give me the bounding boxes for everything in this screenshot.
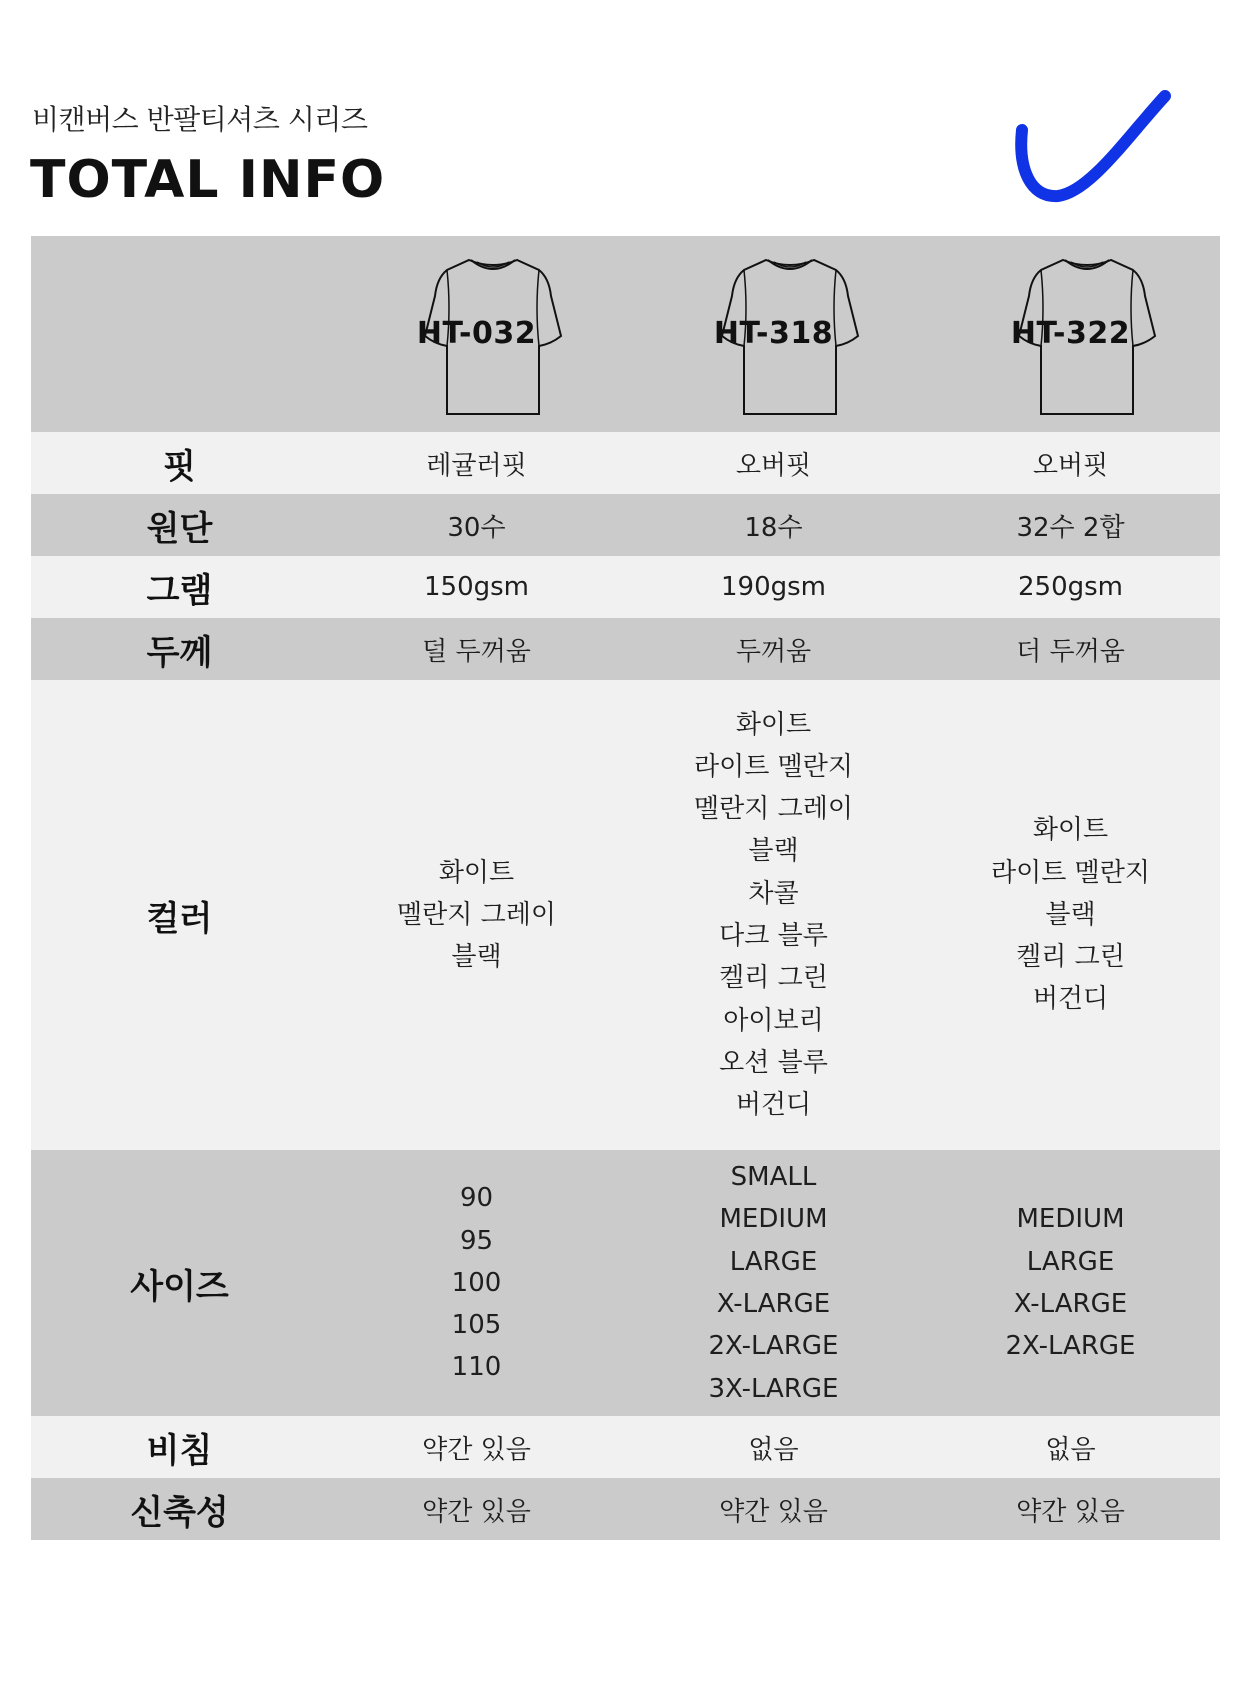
see-through-value: 없음 <box>1045 1434 1096 1465</box>
size-item: LARGE <box>729 1246 818 1277</box>
stretch-value: 약간 있음 <box>719 1496 828 1527</box>
weight-value: 250gsm <box>1017 572 1123 602</box>
size-list <box>625 1150 922 1416</box>
size-item: X-LARGE <box>1013 1289 1128 1319</box>
fabric-value: 32수 2합 <box>1016 512 1125 543</box>
page-title: TOTAL INFO <box>30 150 386 210</box>
fabric-value: 18수 <box>744 512 803 543</box>
stretch-label: 신축성 <box>130 1492 229 1533</box>
color-item: 오션 블루 <box>719 1047 828 1078</box>
color-list <box>922 680 1219 1150</box>
size-item: MEDIUM <box>719 1204 828 1235</box>
product-header-row <box>31 236 1220 432</box>
size-item: 90 <box>459 1183 494 1214</box>
fit-value: 오버핏 <box>735 450 812 481</box>
see-through-value: 약간 있음 <box>422 1434 531 1465</box>
thickness-value: 덜 두꺼움 <box>422 636 531 667</box>
color-item: 켈리 그린 <box>719 963 828 994</box>
size-label: 사이즈 <box>130 1266 229 1307</box>
size-row <box>31 1150 1220 1416</box>
weight-value: 190gsm <box>720 572 826 602</box>
spec-table <box>31 236 1220 1540</box>
size-list <box>922 1150 1219 1416</box>
size-item: 3X-LARGE <box>708 1373 839 1404</box>
fabric-value: 30수 <box>447 512 506 543</box>
stretch-row <box>31 1478 1220 1540</box>
product-header-cell <box>922 236 1219 432</box>
color-item: 화이트 <box>438 857 515 888</box>
header-empty-cell <box>31 236 328 432</box>
color-item: 버건디 <box>1032 984 1109 1015</box>
size-item: 95 <box>459 1225 494 1256</box>
size-list <box>328 1150 625 1416</box>
color-row <box>31 680 1220 1150</box>
color-item: 라이트 멜란지 <box>694 751 853 782</box>
size-item: 100 <box>451 1267 502 1298</box>
color-item: 멜란지 그레이 <box>694 794 853 825</box>
product-code: HT-032 <box>416 316 537 351</box>
size-item: SMALL <box>730 1162 817 1193</box>
see-through-row <box>31 1416 1220 1478</box>
product-code: HT-318 <box>713 316 834 351</box>
product-header-cell <box>625 236 922 432</box>
see-through-label: 비침 <box>146 1430 213 1471</box>
color-item: 켈리 그린 <box>1016 942 1125 973</box>
weight-value: 150gsm <box>423 572 529 602</box>
see-through-value: 없음 <box>748 1434 799 1465</box>
color-item: 멜란지 그레이 <box>397 899 556 930</box>
weight-row <box>31 556 1220 618</box>
thickness-value: 더 두꺼움 <box>1016 636 1125 667</box>
fit-value: 레귤러핏 <box>426 450 527 481</box>
color-item: 버건디 <box>735 1090 812 1121</box>
color-item: 다크 블루 <box>719 921 828 951</box>
fit-value: 오버핏 <box>1032 450 1109 481</box>
color-item: 블랙 <box>748 836 799 867</box>
fit-row <box>31 432 1220 494</box>
size-item: 105 <box>451 1310 502 1341</box>
size-item: 2X-LARGE <box>708 1331 839 1362</box>
color-item: 차콜 <box>748 878 799 909</box>
color-list <box>328 680 625 1150</box>
fabric-label: 원단 <box>146 508 213 549</box>
size-item: 2X-LARGE <box>1005 1331 1136 1362</box>
color-item: 화이트 <box>735 709 812 740</box>
color-item: 블랙 <box>1045 899 1096 930</box>
size-item: 110 <box>451 1352 502 1383</box>
color-label: 컬러 <box>146 898 213 939</box>
color-item: 라이트 멜란지 <box>991 857 1150 888</box>
stretch-value: 약간 있음 <box>1016 1496 1125 1527</box>
product-header-cell <box>328 236 625 432</box>
thickness-row <box>31 618 1220 680</box>
page-subtitle: 비캔버스 반팔티셔츠 시리즈 <box>32 103 368 136</box>
fit-label: 핏 <box>163 446 196 487</box>
color-item: 블랙 <box>451 942 502 973</box>
size-item: MEDIUM <box>1016 1204 1125 1235</box>
color-item: 화이트 <box>1032 815 1109 846</box>
size-item: LARGE <box>1026 1246 1115 1277</box>
thickness-value: 두꺼움 <box>735 636 812 667</box>
color-list <box>625 680 922 1150</box>
fabric-row <box>31 494 1220 556</box>
size-item: X-LARGE <box>716 1289 831 1319</box>
weight-label: 그램 <box>146 570 213 611</box>
product-code: HT-322 <box>1010 316 1131 351</box>
thickness-label: 두께 <box>146 632 213 673</box>
checkmark-icon <box>1010 88 1180 228</box>
stretch-value: 약간 있음 <box>422 1496 531 1527</box>
color-item: 아이보리 <box>723 1005 824 1036</box>
